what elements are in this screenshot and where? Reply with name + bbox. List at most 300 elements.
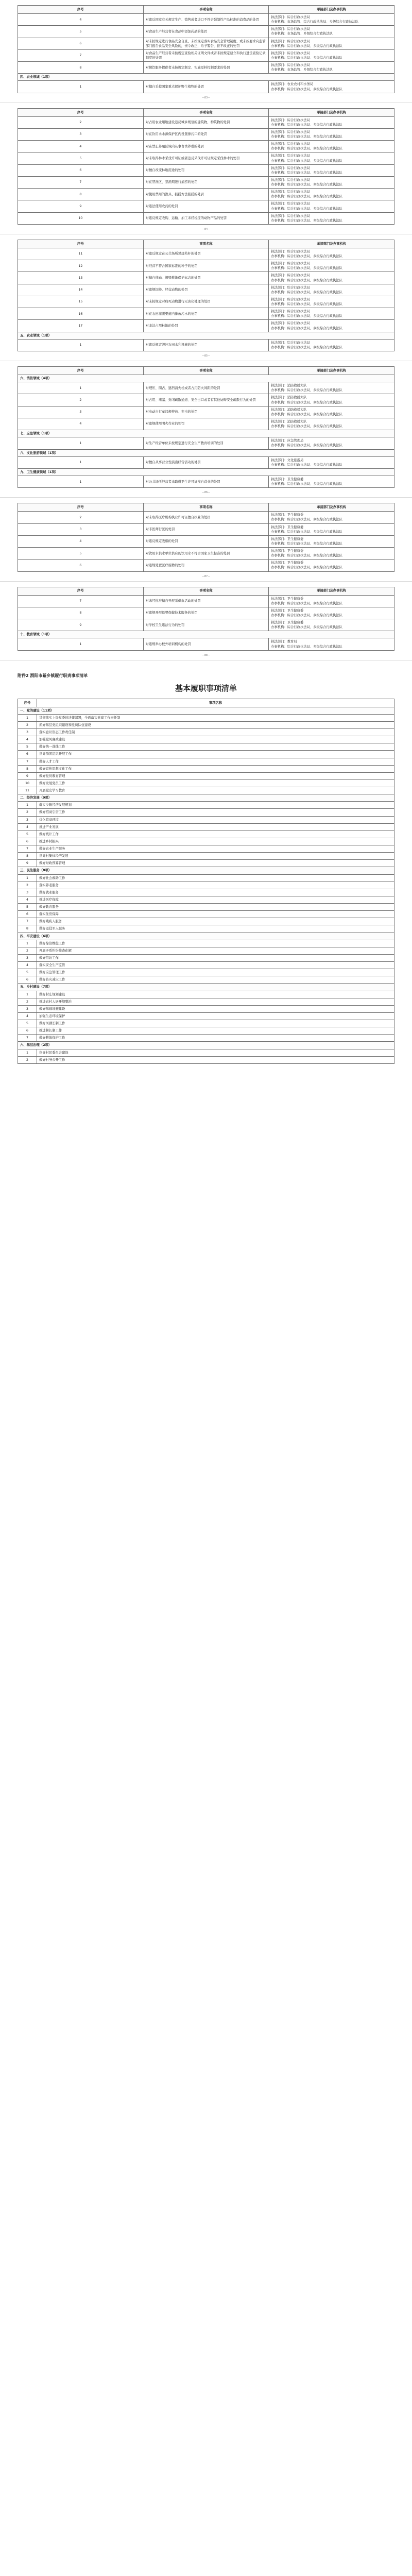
matter-name: 对违规使用明火作业的处罚: [143, 418, 269, 430]
list-item: [18, 787, 394, 794]
matter-name: 对在饮用水水源保护区内设置排污口的处罚: [143, 128, 269, 140]
row-number: 3: [18, 128, 144, 140]
row-number: 13: [18, 272, 144, 284]
table-row: [18, 212, 394, 224]
row-number: 2: [18, 512, 144, 523]
responsible-department: 执法部门：综合行政执法局 办事机构：市场监管、综合行政执法局、乡级综合行政执法队: [269, 14, 394, 26]
responsible-department: 执法部门：综合行政执法局 办事机构：综合行政执法局、乡级综合行政执法队: [269, 141, 394, 152]
duty-name: 做好村庄规划建设: [37, 991, 394, 998]
section-row: [18, 332, 394, 339]
list-item: [18, 765, 394, 772]
section-row: [18, 867, 394, 874]
duty-name: 做好应急管理工作: [37, 969, 394, 976]
table-header-row: [18, 240, 394, 248]
table-row: [18, 81, 394, 93]
list-item: [18, 918, 394, 925]
table-row: [18, 339, 394, 351]
responsible-department: 执法部门：卫生健康委 办事机构：综合行政执法局、乡级综合行政执法队: [269, 512, 394, 523]
responsible-department: 执法部门：综合行政执法局 办事机构：综合行政执法局、乡级综合行政执法队: [269, 308, 394, 320]
duty-name: 做好耕地保护工作: [37, 1035, 394, 1042]
table-row: [18, 296, 394, 308]
document-page: [0, 497, 412, 581]
duty-name: 做好宣传思想文化工作: [37, 765, 394, 772]
duty-name: 做好退役军人服务: [37, 925, 394, 933]
responsible-department: 执法部门：卫生健康委 办事机构：综合行政执法局、乡级综合行政执法队: [269, 560, 394, 571]
row-number: 3: [18, 1005, 37, 1012]
duty-name: 贯彻落实上级党委的决策部署，全面落实党建工作责任制: [37, 714, 394, 721]
list-item: [18, 802, 394, 809]
row-number: 16: [18, 308, 144, 320]
list-item: [18, 714, 394, 721]
duty-name: 做好河湖长制工作: [37, 1020, 394, 1027]
list-item: [18, 882, 394, 889]
matter-name: 对擅自从事营业性演出经营活动的处罚: [143, 456, 269, 468]
duty-name: 开展矛盾纠纷排查化解: [37, 947, 394, 954]
row-number: 2: [18, 882, 37, 889]
row-number: 7: [18, 176, 144, 188]
row-number: 2: [18, 809, 37, 816]
responsible-department: 执法部门：综合行政执法局 办事机构：综合行政执法局、乡级综合行政执法队: [269, 116, 394, 128]
matter-name: 对餐饮服务提供者未按规定制定、实施原料控制要求的处罚: [143, 62, 269, 74]
table-row: [18, 49, 394, 61]
table-row: [18, 14, 394, 26]
matter-name: 对未按规定对病死动物进行无害化处理的处罚: [143, 296, 269, 308]
row-number: 8: [18, 62, 144, 74]
table-row: [18, 320, 394, 332]
matter-table: [18, 240, 394, 351]
table-row: [18, 394, 394, 406]
row-number: 3: [18, 889, 37, 896]
section-heading: 五、农业领域（1项）: [18, 332, 394, 339]
column-header-content: 事项名称: [143, 367, 269, 375]
document-root: [0, 0, 412, 1067]
matter-name: 对埋压、圈占、遮挡消火栓或者占用防火间距的处罚: [143, 382, 269, 394]
duty-name: 落实住房保障: [37, 911, 394, 918]
list-item: [18, 736, 394, 743]
responsible-department: 执法部门：综合行政执法局 办事机构：综合行政执法局、乡级综合行政执法队: [269, 284, 394, 296]
section-heading: 八、文化旅游领域（1项）: [18, 449, 394, 456]
duty-name: 落实养老服务: [37, 882, 394, 889]
column-header-name: 事项名称: [37, 699, 394, 707]
matter-name: 对违反规定在公共场所焚烧秸秆的处罚: [143, 248, 269, 260]
document-page: [0, 234, 412, 361]
row-number: 11: [18, 787, 37, 794]
row-number: 9: [18, 860, 37, 867]
row-number: 1: [18, 940, 37, 947]
row-number: 1: [18, 476, 144, 488]
row-number: 15: [18, 296, 144, 308]
table-header-row: [18, 108, 394, 116]
matter-name: 对违反规定收购、运输、加工未经检疫的动物产品的处罚: [143, 212, 269, 224]
duty-name: 做好党员教育管理: [37, 772, 394, 779]
matter-name: 对非法占用林地的处罚: [143, 320, 269, 332]
row-number: 6: [18, 164, 144, 176]
matter-name: 对在农田灌溉渠道内排放污水的处罚: [143, 308, 269, 320]
table-row: [18, 619, 394, 631]
list-title: 基本履职事项清单: [175, 683, 237, 693]
responsible-department: 执法部门：综合行政执法局 办事机构：综合行政执法局、乡级综合行政执法队: [269, 176, 394, 188]
list-item: [18, 969, 394, 976]
duty-name: 做好信访工作: [37, 954, 394, 961]
section-row: [18, 430, 394, 437]
list-item: [18, 838, 394, 845]
row-number: 8: [18, 765, 37, 772]
list-item: [18, 845, 394, 853]
row-number: 6: [18, 838, 37, 845]
matter-name: 对未按规定进行食品安全自查、未按规定落实食品安全管理制度，或未按要求向监管部门报告食品安全风险的，责令改正，给予警告，拒不改正的处罚: [143, 38, 269, 49]
section-heading: 七、应急领域（1项）: [18, 430, 394, 437]
document-page: [0, 103, 412, 234]
table-row: [18, 476, 394, 488]
table-row: [18, 62, 394, 74]
row-number: 6: [18, 560, 144, 571]
section-row: [18, 468, 394, 476]
row-number: 7: [18, 1035, 37, 1042]
responsible-department: 执法部门：综合行政执法局 办事机构：综合行政执法局、乡级综合行政执法队: [269, 189, 394, 200]
list-item: [18, 991, 394, 998]
list-header-row: [18, 699, 394, 707]
responsible-department: 执法部门：综合行政执法局 办事机构：综合行政执法局、乡级综合行政执法队: [269, 212, 394, 224]
row-number: 7: [18, 758, 37, 765]
table-header-row: [18, 6, 394, 14]
responsible-department: 执法部门：教育局 办事机构：综合行政执法局、乡级综合行政执法队: [269, 638, 394, 650]
matter-name: 对经营不符合国家标准的种子的处罚: [143, 260, 269, 272]
column-header-content: 事项名称: [143, 587, 269, 595]
responsible-department: 执法部门：综合行政执法局 办事机构：综合行政执法局、乡级综合行政执法队: [269, 152, 394, 164]
list-item: [18, 1012, 394, 1020]
matter-table: [18, 108, 394, 225]
responsible-department: 执法部门：综合行政执法局 办事机构：综合行政执法局、乡级综合行政执法队: [269, 38, 394, 49]
matter-table: [18, 503, 394, 571]
document-page: [0, 581, 412, 660]
responsible-department: 执法部门：综合行政执法局 办事机构：综合行政执法局、乡级综合行政执法队: [269, 272, 394, 284]
table-row: [18, 116, 394, 128]
row-number: 4: [18, 1012, 37, 1020]
page-number: —84—: [201, 227, 211, 231]
table-row: [18, 418, 394, 430]
duty-name: 落实安全生产监管: [37, 962, 394, 969]
row-number: 1: [18, 339, 144, 351]
row-number: 2: [18, 394, 144, 406]
matter-name: 对生产经营单位未按规定进行安全生产教育培训的处罚: [143, 437, 269, 449]
duty-name: 做好招商引资工作: [37, 809, 394, 816]
matter-name: 对食品生产经营者在食品中添加药品的处罚: [143, 26, 269, 38]
duty-name: 推进农村人居环境整治: [37, 998, 394, 1005]
section-row: [18, 984, 394, 991]
list-item: [18, 874, 394, 882]
duty-name: 加强党风廉政建设: [37, 736, 394, 743]
table-row: [18, 308, 394, 320]
row-number: 8: [18, 189, 144, 200]
row-number: 1: [18, 802, 37, 809]
duty-name: 做好社会救助工作: [37, 874, 394, 882]
annex-title: 附件2 渭阳市綦乡镇履行职责事项清单: [18, 673, 88, 678]
matter-name: 对违反规定毁坏农田水利设施的处罚: [143, 339, 269, 351]
table-row: [18, 152, 394, 164]
annex-page: [0, 660, 412, 1067]
list-item: [18, 962, 394, 969]
column-header-dept: 承接部门及办事机构: [269, 503, 394, 512]
row-number: 6: [18, 38, 144, 49]
duty-name: 做好发展党员工作: [37, 779, 394, 787]
table-row: [18, 176, 394, 188]
matter-name: 对擅自移动、损毁耕地保护标志的处罚: [143, 272, 269, 284]
section-heading: 九、卫生健康领域（1项）: [18, 468, 394, 476]
section-row: [18, 449, 394, 456]
matter-name: 对饮用水供水单位供应的饮用水不符合国家卫生标准的处罚: [143, 548, 269, 560]
row-number: 1: [18, 382, 144, 394]
table-header-row: [18, 587, 394, 595]
matter-table: [18, 587, 394, 651]
row-number: 1: [18, 874, 37, 882]
column-header-content: 事项名称: [143, 503, 269, 512]
column-header-dept: 承接部门及办事机构: [269, 587, 394, 595]
section-row: [18, 794, 394, 802]
section-row: [18, 1042, 394, 1049]
list-item: [18, 853, 394, 860]
row-number: 5: [18, 152, 144, 164]
row-number: 6: [18, 976, 37, 984]
table-row: [18, 548, 394, 560]
row-number: 3: [18, 729, 37, 736]
section-row: [18, 707, 394, 714]
row-number: 8: [18, 925, 37, 933]
row-number: 4: [18, 418, 144, 430]
page-number: —85—: [201, 354, 211, 358]
list-item: [18, 954, 394, 961]
column-header-dept: 承接部门及办事机构: [269, 108, 394, 116]
responsible-department: 执法部门：卫生健康委 办事机构：综合行政执法局、乡级综合行政执法队: [269, 476, 394, 488]
matter-name: 对违反规定吸烟的处罚: [143, 535, 269, 547]
document-page: [0, 0, 412, 103]
column-header-dept: 承接部门及办事机构: [269, 6, 394, 14]
duty-name: 开展党史学习教育: [37, 787, 394, 794]
column-header-num: 序号: [18, 108, 144, 116]
row-number: 6: [18, 911, 37, 918]
row-number: 9: [18, 200, 144, 212]
row-number: 5: [18, 904, 37, 911]
responsible-department: 执法部门：综合行政执法局 办事机构：综合行政执法局、乡级综合行政执法队: [269, 128, 394, 140]
duty-name: 推进乡村振兴: [37, 838, 394, 845]
list-item: [18, 779, 394, 787]
list-item: [18, 860, 394, 867]
row-number: 6: [18, 1027, 37, 1035]
row-number: 6: [18, 751, 37, 758]
duty-name: 落实乡镇经济发展规划: [37, 802, 394, 809]
duty-name: 抓好基层党组织建设和党员队伍建设: [37, 721, 394, 728]
duty-name: 做好统一战线工作: [37, 743, 394, 751]
row-number: 4: [18, 962, 37, 969]
table-row: [18, 141, 394, 152]
section-heading: 三、民生服务（8项）: [18, 867, 394, 874]
column-header-content: 事项名称: [143, 240, 269, 248]
column-header-num: 序号: [18, 587, 144, 595]
row-number: 1: [18, 437, 144, 449]
row-number: 10: [18, 779, 37, 787]
column-header-num: 序号: [18, 6, 144, 14]
table-row: [18, 595, 394, 607]
responsible-department: 执法部门：综合行政执法局 办事机构：综合行政执法局、乡级综合行政执法队: [269, 320, 394, 332]
list-item: [18, 904, 394, 911]
page-number: —88—: [201, 653, 211, 657]
table-header-row: [18, 503, 394, 512]
responsible-department: 执法部门：卫生健康委 办事机构：综合行政执法局、乡级综合行政执法队: [269, 535, 394, 547]
responsible-department: 执法部门：综合行政执法局 办事机构：综合行政执法局、乡级综合行政执法队: [269, 200, 394, 212]
row-number: 12: [18, 260, 144, 272]
row-number: 9: [18, 772, 37, 779]
responsible-department: 执法部门：综合行政执法局 办事机构：综合行政执法局、乡级综合行政执法队: [269, 164, 394, 176]
matter-name: 对擅自改变林地用途的处罚: [143, 164, 269, 176]
matter-name: 对未经批准擅自开展采供血活动的处罚: [143, 595, 269, 607]
row-number: 5: [18, 26, 144, 38]
responsible-department: 执法部门：卫生健康委 办事机构：综合行政执法局、乡级综合行政执法队: [269, 595, 394, 607]
row-number: 5: [18, 548, 144, 560]
row-number: 7: [18, 918, 37, 925]
table-row: [18, 607, 394, 619]
row-number: 4: [18, 535, 144, 547]
table-row: [18, 512, 394, 523]
matter-name: 对食品生产经营者未按规定查验相关证明文件或者未按规定建立和执行进货查验记录制度的处罚: [143, 49, 269, 61]
list-item: [18, 976, 394, 984]
matter-name: 对未取得林木采伐许可证或者违反采伐许可证规定采伐林木的处罚: [143, 152, 269, 164]
row-number: 3: [18, 523, 144, 535]
page-number: —86—: [201, 491, 211, 495]
row-number: 5: [18, 969, 37, 976]
list-item: [18, 758, 394, 765]
list-item: [18, 1020, 394, 1027]
list-item: [18, 925, 394, 933]
list-item: [18, 721, 394, 728]
responsible-department: 执法部门：综合行政执法局 办事机构：市场监管、乡级综合行政执法队: [269, 62, 394, 74]
list-item: [18, 896, 394, 903]
section-heading: 六、基层治理（2项）: [18, 1042, 394, 1049]
row-number: 7: [18, 595, 144, 607]
row-number: 4: [18, 896, 37, 903]
list-item: [18, 947, 394, 954]
matter-name: 对在禁渔区、禁渔期进行捕捞的处罚: [143, 176, 269, 188]
column-header-num: 序号: [18, 367, 144, 375]
matter-name: 对违规处置医疗废物的处罚: [143, 560, 269, 571]
matter-table: [18, 366, 394, 488]
row-number: 8: [18, 607, 144, 619]
page-number: —83—: [201, 96, 211, 99]
list-item: [18, 1049, 394, 1056]
row-number: 4: [18, 14, 144, 26]
list-item: [18, 1027, 394, 1035]
row-number: 3: [18, 406, 144, 418]
row-number: 5: [18, 743, 37, 751]
row-number: 1: [18, 991, 37, 998]
row-number: 2: [18, 721, 37, 728]
responsible-department: 执法部门：卫生健康委 办事机构：综合行政执法局、乡级综合行政执法队: [269, 607, 394, 619]
matter-name: 对在禁止养殖区域内从事畜禽养殖的处罚: [143, 141, 269, 152]
row-number: 4: [18, 141, 144, 152]
duty-name: 做好统计工作: [37, 831, 394, 838]
table-row: [18, 382, 394, 394]
table-row: [18, 248, 394, 260]
list-item: [18, 831, 394, 838]
responsible-department: 执法部门：综合行政执法局 办事机构：综合行政执法局、乡级综合行政执法队: [269, 260, 394, 272]
matter-name: 对学校卫生违法行为的处罚: [143, 619, 269, 631]
matter-name: 对非医师行医的处罚: [143, 523, 269, 535]
table-row: [18, 523, 394, 535]
list-item: [18, 729, 394, 736]
row-number: 2: [18, 116, 144, 128]
duty-list-table: [18, 699, 394, 1064]
matter-name: 对公共场所经营者未取得卫生许可证擅自营业的处罚: [143, 476, 269, 488]
document-page: [0, 361, 412, 497]
duty-name: 指导群团组织开展工作: [37, 751, 394, 758]
section-row: [18, 631, 394, 638]
list-item: [18, 751, 394, 758]
row-number: 14: [18, 284, 144, 296]
matter-name: 对擅自采挖国家重点保护野生植物的处罚: [143, 81, 269, 93]
row-number: 10: [18, 212, 144, 224]
row-number: 2: [18, 1056, 37, 1063]
responsible-department: 执法部门：消防救援大队 办事机构：综合行政执法局、乡级综合行政执法队: [269, 418, 394, 430]
table-row: [18, 437, 394, 449]
matter-name: 对使用禁用的渔具、捕捞方法捕捞的处罚: [143, 189, 269, 200]
row-number: 5: [18, 1020, 37, 1027]
column-header-num: 序号: [18, 503, 144, 512]
duty-name: 加强生态环境保护: [37, 1012, 394, 1020]
list-item: [18, 743, 394, 751]
duty-name: 做好残疾人服务: [37, 918, 394, 925]
duty-name: 落实意识形态工作责任制: [37, 729, 394, 736]
responsible-department: 执法部门：消防救援大队 办事机构：综合行政执法局、乡级综合行政执法队: [269, 382, 394, 394]
row-number: 1: [18, 714, 37, 721]
matter-table: [18, 5, 394, 93]
row-number: 1: [18, 1049, 37, 1056]
column-header-num: 序号: [18, 240, 144, 248]
section-heading: 十、教育领域（1项）: [18, 631, 394, 638]
matter-name: 对违规饲养、经营动物的处罚: [143, 284, 269, 296]
duty-name: 推进林长制工作: [37, 1027, 394, 1035]
table-row: [18, 200, 394, 212]
column-header-dept: 承接部门及办事机构: [269, 367, 394, 375]
section-row: [18, 375, 394, 382]
section-heading: 五、乡村建设（7项）: [18, 984, 394, 991]
row-number: 9: [18, 619, 144, 631]
column-header-content: 事项名称: [143, 6, 269, 14]
row-number: 4: [18, 736, 37, 743]
table-row: [18, 272, 394, 284]
list-item: [18, 998, 394, 1005]
table-row: [18, 164, 394, 176]
responsible-department: 执法部门：综合行政执法局 办事机构：综合行政执法局、乡级综合行政执法队: [269, 296, 394, 308]
section-heading: 四、平安建设（6项）: [18, 933, 394, 940]
duty-name: 做好农业生产服务: [37, 845, 394, 853]
table-row: [18, 560, 394, 571]
section-row: [18, 933, 394, 940]
row-number: 17: [18, 320, 144, 332]
duty-name: 做好基础设施建设: [37, 1005, 394, 1012]
responsible-department: 执法部门：卫生健康委 办事机构：综合行政执法局、乡级综合行政执法队: [269, 523, 394, 535]
section-heading: 一、党的建设（11项）: [18, 707, 394, 714]
row-number: 8: [18, 853, 37, 860]
table-header-row: [18, 367, 394, 375]
duty-name: 优化营商环境: [37, 816, 394, 823]
row-number: 11: [18, 248, 144, 260]
matter-name: 对占用农业用地建设违反城乡规划的建筑物、构筑物的处罚: [143, 116, 269, 128]
row-number: 4: [18, 823, 37, 831]
list-item: [18, 1056, 394, 1063]
list-item: [18, 940, 394, 947]
matter-name: 对违法使用农药的处罚: [143, 200, 269, 212]
matter-name: 对占用、堵塞、封闭疏散通道、安全出口或者有其他妨碍安全疏散行为的处罚: [143, 394, 269, 406]
duty-name: 指导村集体经济发展: [37, 853, 394, 860]
row-number: 2: [18, 998, 37, 1005]
